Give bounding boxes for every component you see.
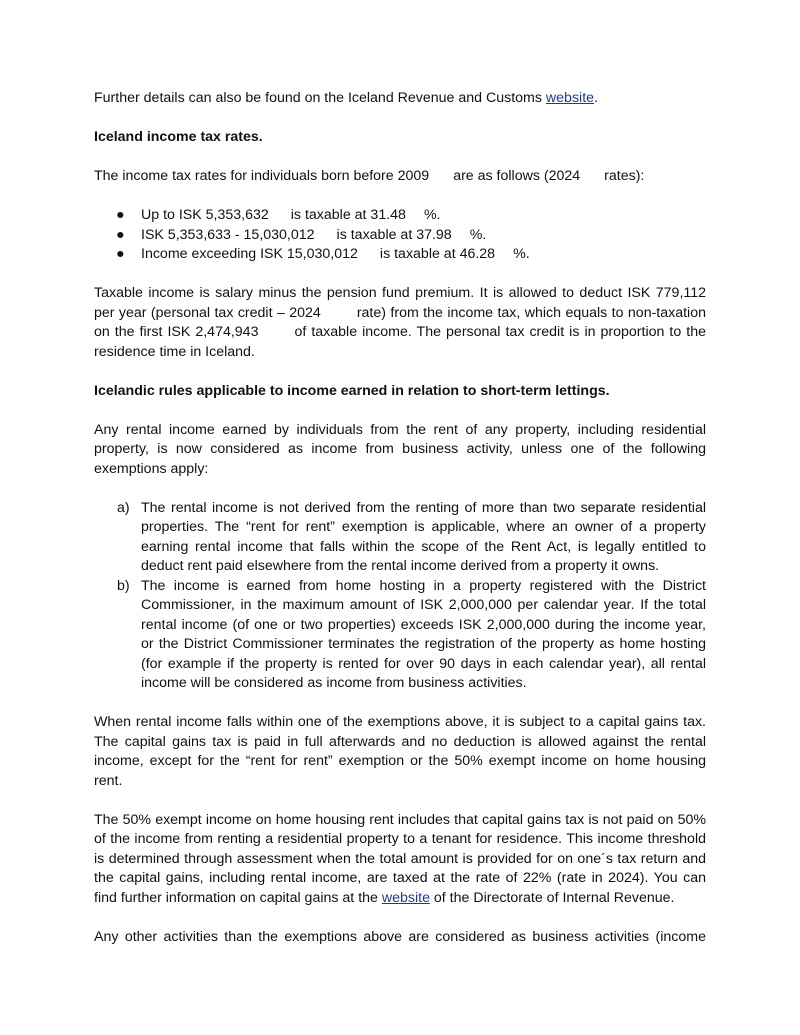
business-activities-paragraph: Any other activities than the exemptions above are considered as business activities (income xyxy=(94,928,706,945)
exemption-text: The income is earned from home hosting in a property registered with the District Commissioner, in the maximum amount of ISK 2,000,000 per calendar year. If the total rental income (of one or two properties) exceeds ISK 2,000,000 during the income year, or the District Commissioner terminates the registration of the property as home hosting (for example if the property is rented for over 90 days in each calendar year), all rental income will be considered as income from business activities. xyxy=(141,577,706,691)
taxable-part1: Taxable income is salary minus the pension fund premium. It is allowed to deduct ISK 779,112 per year (personal tax credit – 2024 xyxy=(94,285,706,321)
list-item xyxy=(94,245,706,265)
intro-paragraph xyxy=(94,89,706,109)
bracket-percent: %. xyxy=(469,226,487,243)
rates-line-part1: The income tax rates for individuals born before 2009 xyxy=(94,168,430,184)
exemption-text: The rental income is not derived from the renting of more than two separate residential properties. The “rent for rent” exemption is applicable, where an owner of a property earning rental income that falls within the scope of the Rent Act, is legally entitled to deduct rent paid elsewhere from the rental income derived from a property it owns. xyxy=(141,499,706,574)
bullet-icon: ● xyxy=(116,226,125,243)
bracket-rate: is taxable at 31.48 xyxy=(290,207,406,223)
bullet-icon: ● xyxy=(116,246,125,262)
taxable-part2: rate) from the income tax, which equals to non-taxation on the first ISK 2,474,943 xyxy=(94,304,706,340)
list-marker: a) xyxy=(117,499,130,516)
bracket-rate: is taxable at 46.28 xyxy=(379,246,496,262)
exempt-text: The 50% exempt income on home housing rent includes that capital gains tax is not paid on 50% of the income from renting a residential property to a tenant for residence. This income threshold is determined through assessment when the total amount is provided for on one´s tax return and the capital gains, including rental income, are taxed at the rate of 22% (rate in 2024). You can find further information on capital gains at the xyxy=(94,811,706,906)
bullet-icon: ● xyxy=(116,207,125,223)
bracket-percent: %. xyxy=(423,207,441,223)
exemptions-list xyxy=(94,499,706,694)
taxable-part3: of taxable income. The personal tax credit is in proportion to the residence time in Iceland. xyxy=(94,324,707,360)
internal-revenue-website-link[interactable]: website xyxy=(381,889,430,906)
capital-gains-paragraph: When rental income falls within one of the exemptions above, it is subject to a capital gains tax. The capital gains tax is paid in full afterwards and no deduction is allowed against the rental income, except for the “rent for rent” exemption or the 50% exempt income on home housing rent. xyxy=(94,714,706,789)
exempt-income-paragraph xyxy=(94,811,706,909)
rates-line-part2: are as follows (2024 xyxy=(453,168,581,184)
bracket-rate: is taxable at 37.98 xyxy=(336,226,452,243)
document-page xyxy=(94,89,706,967)
list-item xyxy=(94,499,706,577)
heading-tax-rates: Iceland income tax rates. xyxy=(94,129,263,145)
exempt-end: of the Directorate of Internal Revenue. xyxy=(429,889,675,906)
revenue-customs-website-link[interactable]: website xyxy=(545,90,595,106)
intro-end: . xyxy=(594,90,598,106)
bracket-percent: %. xyxy=(513,246,530,262)
bracket-range: ISK 5,353,633 - 15,030,012 xyxy=(141,226,315,243)
list-item xyxy=(94,206,706,226)
rates-line-part3: rates): xyxy=(604,168,645,184)
tax-rate-list xyxy=(94,206,706,265)
rates-line xyxy=(94,167,706,187)
list-item xyxy=(94,226,706,246)
bracket-range: Up to ISK 5,353,632 xyxy=(141,207,269,223)
list-item xyxy=(94,577,706,694)
heading-short-term-lettings: Icelandic rules applicable to income earned in relation to short-term lettings. xyxy=(94,382,610,399)
rental-income-paragraph: Any rental income earned by individuals from the rent of any property, including residential property, is now considered as income from business activity, unless one of the following exemptions apply: xyxy=(94,421,706,477)
taxable-income-paragraph xyxy=(94,284,706,362)
list-marker: b) xyxy=(117,577,130,594)
intro-text: Further details can also be found on the Iceland Revenue and Customs xyxy=(94,90,546,106)
bracket-range: Income exceeding ISK 15,030,012 xyxy=(141,246,358,262)
